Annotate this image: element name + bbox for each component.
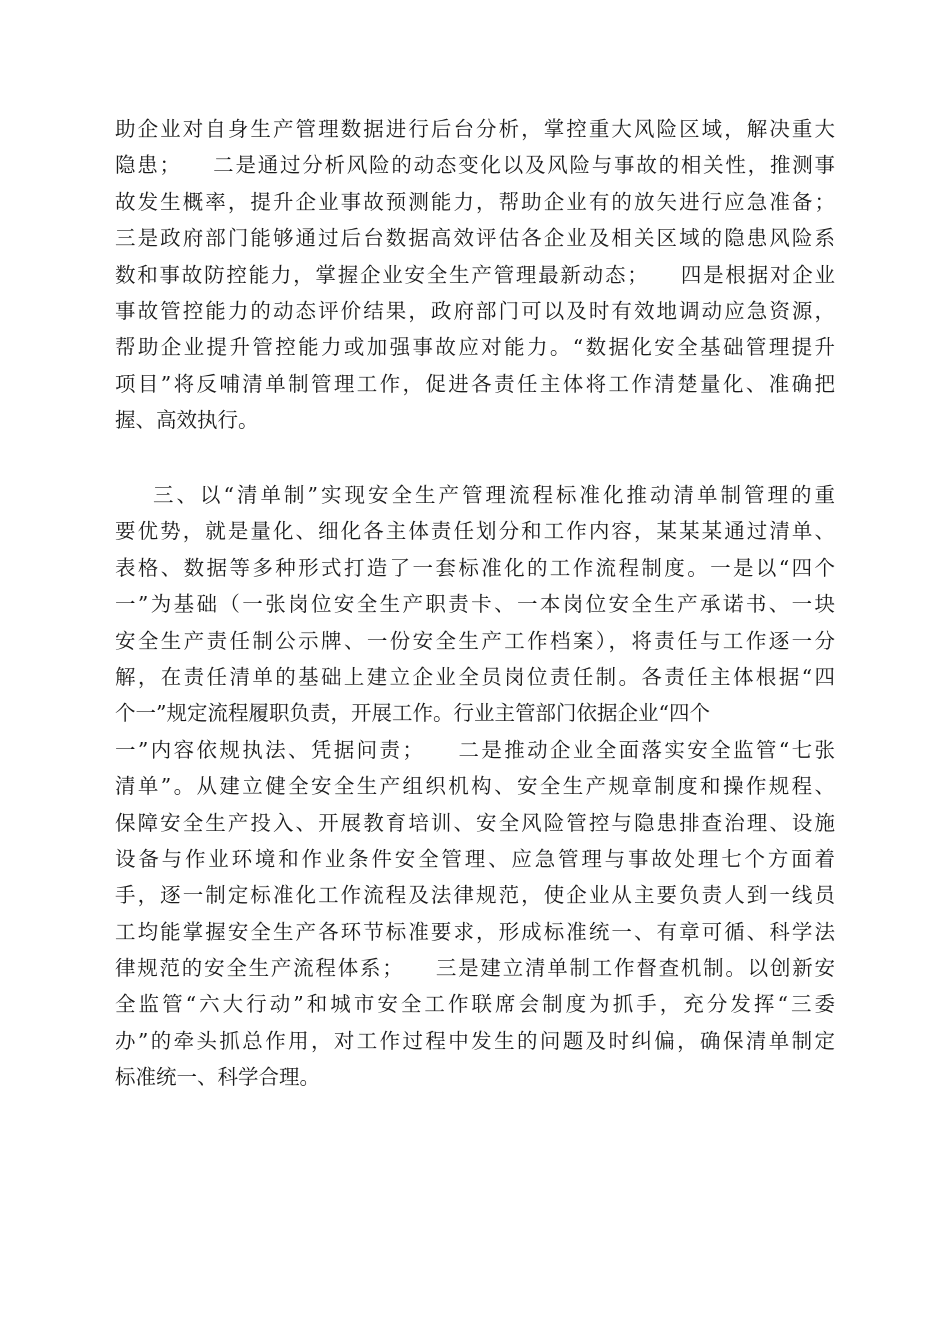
text-line: 隐患； 二是通过分析风险的动态变化以及风险与事故的相关性，推测事 [115, 153, 835, 178]
text-line: 安全生产责任制公示牌、一份安全生产工作档案），将责任与工作逐一分 [115, 628, 835, 653]
text-line: 一”内容依规执法、凭据问责； 二是推动企业全面落实安全监管“七张 [115, 737, 835, 762]
text-line: 清单”。从建立健全安全生产组织机构、安全生产规章制度和操作规程、 [115, 774, 835, 799]
text-line: 项目”将反哺清单制管理工作，促进各责任主体将工作清楚量化、准确把 [115, 371, 835, 396]
text-line: 三是政府部门能够通过后台数据高效评估各企业及相关区域的隐患风险系 [115, 226, 835, 251]
text-line: 助企业对自身生产管理数据进行后台分析，掌控重大风险区域，解决重大 [115, 117, 835, 141]
text-line: 数和事故防控能力，掌握企业安全生产管理最新动态； 四是根据对企业 [115, 262, 835, 287]
text-line: 事故管控能力的动态评价结果，政府部门可以及时有效地调动应急资源， [115, 298, 835, 323]
text-line: 表格、数据等多种形式打造了一套标准化的工作流程制度。一是以“四个 [115, 555, 835, 580]
text-line: 个一”规定流程履职负责，开展工作。行业主管部门依据企业“四个 [115, 701, 710, 726]
paragraph-section-three [115, 477, 835, 1096]
text-line: 三、以“清单制”实现安全生产管理流程标准化推动清单制管理的重 [115, 483, 835, 507]
text-line: 要优势，就是量化、细化各主体责任划分和工作内容，某某某通过清单、 [115, 519, 835, 544]
text-line: 保障安全生产投入、开展教育培训、安全风险管控与隐患排查治理、设施 [115, 810, 835, 835]
text-line: 律规范的安全生产流程体系； 三是建立清单制工作督查机制。以创新安 [115, 956, 835, 981]
text-line: 解，在责任清单的基础上建立企业全员岗位责任制。各责任主体根据“四 [115, 664, 835, 689]
text-line: 帮助企业提升管控能力或加强事故应对能力。“数据化安全基础管理提升 [115, 335, 835, 360]
text-line: 握、高效执行。 [115, 408, 259, 433]
text-line: 设备与作业环境和作业条件安全管理、应急管理与事故处理七个方面着 [115, 846, 835, 871]
text-line: 全监管“六大行动”和城市安全工作联席会制度为抓手，充分发挥“三委 [115, 992, 835, 1017]
paragraph-continuation [115, 111, 835, 439]
text-line: 标准统一、科学合理。 [115, 1065, 320, 1090]
text-line: 一”为基础（一张岗位安全生产职责卡、一本岗位安全生产承诺书、一块 [115, 592, 835, 617]
text-line: 工均能掌握安全生产各环节标准要求，形成标准统一、有章可循、科学法 [115, 919, 835, 944]
text-line: 故发生概率，提升企业事故预测能力，帮助企业有的放矢进行应急准备； [115, 189, 835, 214]
text-line: 办”的牵头抓总作用，对工作过程中发生的问题及时纠偏，确保清单制定 [115, 1028, 835, 1053]
text-line: 手，逐一制定标准化工作流程及法律规范，使企业从主要负责人到一线员 [115, 883, 835, 908]
